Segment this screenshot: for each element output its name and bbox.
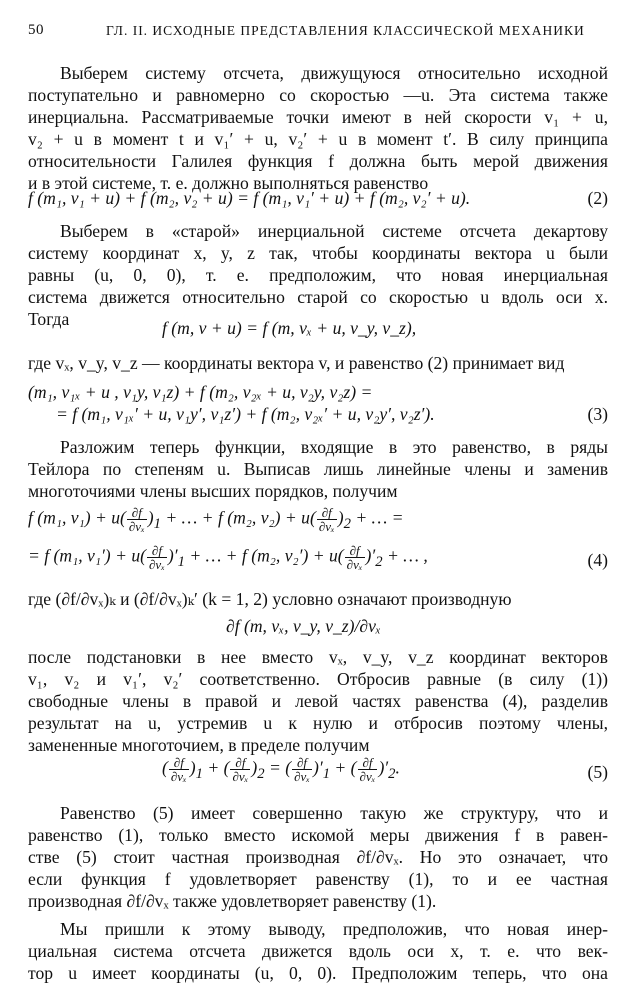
equation-number: (3): [587, 404, 608, 424]
eq-term: + … + f (m₂, v₂) + u: [165, 507, 310, 528]
text-line: v₂ + u в момент t и v₁′ + u, v₂′ + u в момент t′. В силу принципа: [28, 129, 608, 149]
text-line: если функция f удовлетворяет равенству (1), то и ее частная: [28, 869, 608, 889]
eq-term: + … + f (m₂, v₂′) + u: [189, 545, 338, 566]
equation-5: ( $\frac{\partial f}{\text{∂vₓ}}$ )$_1$ + ( $\frac{\partial f}{\text{∂vₓ}}$ )$_2$ = ( $\frac{\partial f}{\text{∂vₓ}}$ )$'_1$ + ( $\frac{\partial f}{\text{∂vₓ}}$ )$'_2$.: [162, 755, 400, 784]
text-line: циальная система отсчета движется вдоль оси x, т. е. что век-: [28, 941, 608, 961]
equation-number: (2): [587, 188, 608, 208]
partial-fraction: $\frac{\partial f}{\text{∂vₓ}}$: [128, 505, 145, 534]
text-line: производная ∂f/∂vₓ также удовлетворяет равенству (1).: [28, 891, 437, 911]
text-line: Мы пришли к этому выводу, предположив, что новая инер-: [60, 919, 608, 939]
text-line: Тейлора по степеням u. Выписав лишь линейные члены и заменив: [28, 459, 608, 479]
text-line: Выберем в «старой» инерциальной системе отсчета декартову: [60, 221, 608, 241]
text-line: и в этой системе, т. е. должно выполняться равенство: [28, 173, 429, 193]
text-line: стве (5) стоит частная производная ∂f/∂vₓ. Но это означает, что: [28, 847, 608, 867]
eq-term: f (m₁, v₁) + u: [28, 507, 121, 528]
eq-term: + … =: [355, 507, 404, 528]
text-line: замененные многоточием, в пределе получим: [28, 735, 370, 755]
equation-3-line1: (m₁, v₁ₓ + u , v₁y, v₁z) + f (m₂, v₂ₓ + u, v₂y, v₂z) =: [28, 382, 373, 402]
text-line: после подстановки в нее вместо vₓ, v_y, v_z координат векторов: [28, 647, 608, 667]
text-line: равны (u, 0, 0), т. е. предположим, что новая инерциальная: [28, 265, 608, 285]
text-line: систему координат x, y, z так, чтобы координаты вектора u были: [28, 243, 608, 263]
running-title: ГЛ. II. ИСХОДНЫЕ ПРЕДСТАВЛЕНИЯ КЛАССИЧЕСКОЙ МЕХАНИКИ: [106, 23, 585, 38]
equation-number: (5): [587, 762, 608, 782]
text-line: Тогда: [28, 309, 70, 329]
equation-velocity: f (m, v + u) = f (m, vₓ + u, v_y, v_z),: [162, 318, 417, 338]
text-line: тор u имеет координаты (u, 0, 0). Предположим теперь, что она: [28, 963, 608, 983]
text-line: где vₓ, v_y, v_z — координаты вектора v, и равенство (2) принимает вид: [28, 353, 565, 373]
partial-fraction: $\frac{\partial f}{\text{∂vₓ}}$: [359, 755, 376, 784]
partial-fraction: $\frac{\partial f}{\text{∂vₓ}}$: [232, 755, 249, 784]
text-line: поступательно и равномерно со скоростью —u. Эта система также: [28, 85, 608, 105]
text-line: результат на u, устремив u к нулю и отбросив поэтому члены,: [28, 713, 608, 733]
text-line: v₁, v₂ и v₁′, v₂′ соответственно. Отбросив равные (в силу (1)): [28, 669, 608, 689]
equation-number: (4): [587, 550, 608, 570]
equation-2: f (m₁, v₁ + u) + f (m₂, v₂ + u) = f (m₁, v₁′ + u) + f (m₂, v₂′ + u).: [28, 188, 471, 208]
text-line: где (∂f/∂vₓ)ₖ и (∂f/∂vₓ)ₖ′ (k = 1, 2) условно означают производную: [28, 589, 512, 609]
text-line: Выберем систему отсчета, движущуюся относительно исходной: [60, 63, 608, 83]
partial-fraction: $\frac{\partial f}{\text{∂vₓ}}$: [318, 505, 335, 534]
equation-4-line1: f (m₁, v₁) + u( $\frac{\partial f}{\text{∂vₓ}}$ )$_1$ + … + f (m₂, v₂) + u( $\frac{\partial f}{\text{∂vₓ}}$ )$_2$ + … =: [28, 505, 404, 534]
eq-term: + … ,: [387, 545, 428, 566]
equation-derivative: ∂f (m, vₓ, v_y, v_z)/∂vₓ: [226, 616, 381, 636]
text-line: относительности Галилея функция f должна быть мерой движения: [28, 151, 608, 171]
text-line: Равенство (5) имеет совершенно такую же структуру, что и: [60, 803, 608, 823]
text-line: инерциальна. Рассматриваемые точки имеют в ней скорости v₁ + u,: [28, 107, 608, 127]
partial-fraction: $\frac{\partial f}{\text{∂vₓ}}$: [346, 543, 363, 572]
text-line: многоточиями члены высших порядков, получим: [28, 481, 398, 501]
page-number: 50: [28, 22, 44, 38]
partial-fraction: $\frac{\partial f}{\text{∂vₓ}}$: [294, 755, 310, 784]
page-header: [28, 22, 608, 44]
text-line: свободные члены в правой и левой частях равенства (4), разделив: [28, 691, 608, 711]
eq-term: = f (m₁, v₁′) + u: [28, 545, 141, 566]
equation-4-line2: = f (m₁, v₁′) + u( $\frac{\partial f}{\text{∂vₓ}}$ )$'_1$ + … + f (m₂, v₂′) + u( $\frac{\partial f}{\text{∂vₓ}}$ )$'_2$ + … ,: [28, 543, 428, 572]
partial-fraction: $\frac{\partial f}{\text{∂vₓ}}$: [149, 543, 165, 572]
equation-3-line2: = f (m₁, v₁ₓ′ + u, v₁y′, v₁z′) + f (m₂, v₂ₓ′ + u, v₂y′, v₂z′).: [56, 404, 435, 424]
text-line: система движется относительно старой со скоростью u вдоль оси x.: [28, 287, 608, 307]
text-line: Разложим теперь функции, входящие в это равенство, в ряды: [60, 437, 608, 457]
text-line: равенство (1), только вместо искомой меры движения f в равен-: [28, 825, 608, 845]
partial-fraction: $\frac{\partial f}{\text{∂vₓ}}$: [170, 755, 187, 784]
